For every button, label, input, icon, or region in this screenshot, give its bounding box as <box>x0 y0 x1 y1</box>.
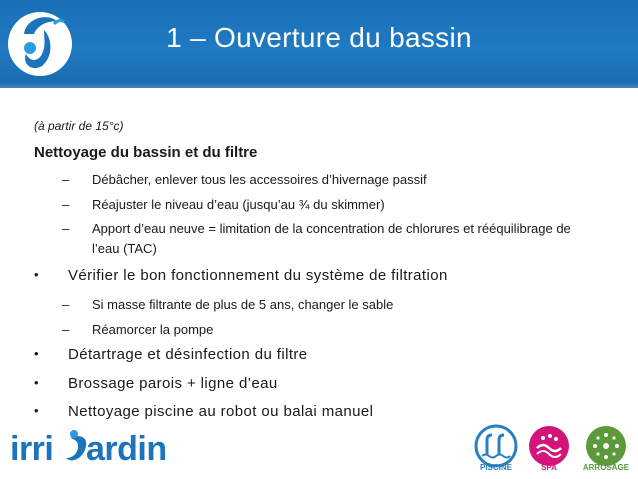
badge-label-arrosage: ARROSAGE <box>582 463 630 472</box>
list-item-text: Si masse filtrante de plus de 5 ans, changer le sable <box>92 297 394 312</box>
badge-label-spa: SPA <box>541 463 557 472</box>
dash-marker: – <box>62 197 70 212</box>
badge-label-piscine: PISCINE <box>479 463 512 472</box>
slide-title: 1 – Ouverture du bassin <box>166 22 472 53</box>
dash-marker: – <box>62 322 70 337</box>
bullet-text: Vérifier le bon fonctionnement du système de filtration <box>68 267 448 284</box>
dash-marker: – <box>62 172 70 187</box>
list-item-text: Réamorcer la pompe <box>92 322 214 337</box>
list-item-text: Débâcher, enlever tous les accessoires d’hivernage passif <box>92 172 427 187</box>
list-item-text: Apport d’eau neuve = limitation de la concentration de chlorures et rééquilibrage de l’eau (TAC) <box>92 221 571 256</box>
svg-text:irri: irri <box>10 430 54 468</box>
bullet-marker: • <box>34 346 39 361</box>
dash-marker: – <box>62 297 70 312</box>
bullet-text: Détartrage et désinfection du filtre <box>68 346 308 363</box>
section-heading: Nettoyage du bassin et du filtre <box>34 144 258 161</box>
bullet-text: Brossage parois + ligne d’eau <box>68 375 278 392</box>
bullet-marker: • <box>34 375 39 390</box>
list-item-text: Réajuster le niveau d’eau (jusqu’au ¾ du skimmer) <box>92 197 385 212</box>
irrijardin-logo <box>8 428 168 468</box>
dash-marker: – <box>62 221 70 236</box>
bullet-text: Nettoyage piscine au robot ou balai manuel <box>68 403 374 420</box>
subtitle: (à partir de 15°c) <box>34 119 124 133</box>
svg-text:ardin: ardin <box>86 430 167 468</box>
bullet-marker: • <box>34 403 39 418</box>
bullet-marker: • <box>34 267 39 282</box>
